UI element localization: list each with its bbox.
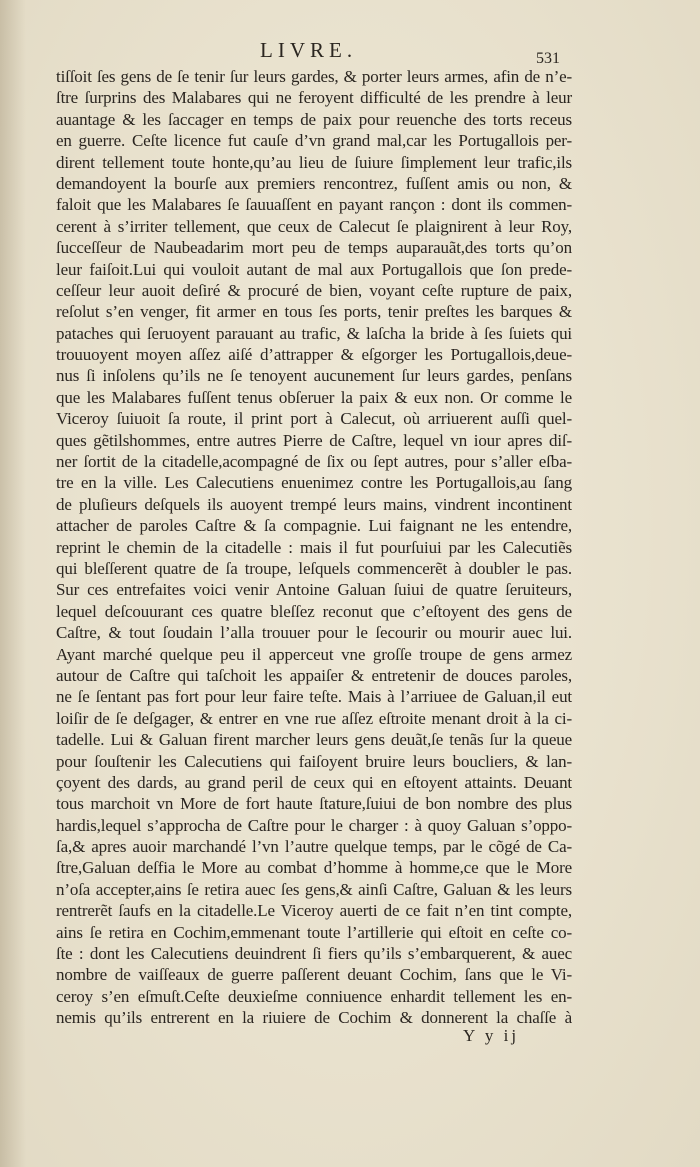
text-line: ques gẽtilshommes, entre autres Pierre de Caſtre, lequel vn iour apres diſ- (56, 430, 572, 450)
text-line: faloit que les Malabares ſe ſauuaſſent en payant rançon : dont ils commen- (56, 195, 572, 215)
text-line: tous marchoit vn More de fort haute ſtature,ſuiui de bon nombre des plus (56, 794, 572, 814)
text-line: lequel deſcouurant ces quatre bleſſez reconut que c’eſtoyent des gens de (56, 601, 572, 621)
text-line: demandoyent la bourſe aux premiers rencontrez, fuſſent amis ou non, & (56, 173, 572, 193)
text-line: Sur ces entrefaites voici venir Antoine Galuan ſuiui de quatre ſeruiteurs, (56, 580, 572, 600)
text-line: Viceroy ſuiuoit ſa route, il print port à Calecut, où arriuerent auſſi quel- (56, 409, 572, 429)
text-line: ceſſeur leur auoit deſiré & procuré de bien, voyant ceſte rupture de paix, (56, 280, 572, 300)
text-line: de pluſieurs deſquels ils auoyent trempé leurs mains, vindrent incontinent (56, 494, 572, 514)
text-line: loiſir de ſe deſgager, & entrer en vne rue aſſez eſtroite menant droit à la ci- (56, 708, 572, 728)
text-line: Caſtre, & tout ſoudain l’alla trouuer pour le ſecourir ou mourir auec lui. (56, 623, 572, 643)
text-line: ner ſortit de la citadelle,acompagné de ſix ou ſept autres, pour s’aller eſba- (56, 452, 572, 472)
text-line: cerent à s’irriter tellement, que ceux de Calecut ſe plaignirent à leur Roy, (56, 216, 572, 236)
text-line: en guerre. Ceſte licence fut cauſe d’vn grand mal,car les Portugallois per- (56, 131, 572, 151)
text-line: tiſſoit ſes gens de ſe tenir ſur leurs gardes, & porter leurs armes, afin de n’e- (56, 67, 572, 86)
text-line: ſtre ſurprins des Malabares qui ne feroyent difficulté de les prendre à leur (56, 88, 572, 108)
text-line: ne ſe ſentant pas fort pour leur faire teſte. Mais à l’arriuee de Galuan,il eut (56, 687, 572, 707)
text-line: çoyent des dards, au grand peril de ceux qui en eſtoyent attaints. Deuant (56, 772, 572, 792)
text-line: hardis,lequel s’approcha de Caſtre pour le charger : à quoy Galuan s’oppo- (56, 815, 572, 835)
gutter-shadow (0, 0, 26, 1167)
text-line: ains ſe retira en Cochim,emmenant toute l’artillerie qui eſtoit en ceſte co- (56, 922, 572, 942)
signature-mark: Y y ij (463, 1026, 520, 1045)
text-line: pataches qui ſeruoyent parauant au trafic, & laſcha la bride à ſes ſuiets qui (56, 323, 572, 343)
text-line: tadelle. Lui & Galuan firent marcher leurs gens deuãt,ſe tenãs ſur la queue (56, 730, 572, 750)
text-line: Ayant marché quelque peu il apperceut vne groſſe troupe de gens armez (56, 644, 572, 664)
text-line: ſucceſſeur de Naubeadarim mort peu de temps auparauãt,des torts qu’on (56, 238, 572, 258)
text-line: leur faiſoit.Lui qui vouloit autant de mal aux Portugallois que ſon prede- (56, 259, 572, 279)
text-line: ſa,& apres auoir marchandé l’vn l’autre quelque temps, par le cõgé de Ca- (56, 837, 572, 857)
text-line: reſolut s’en venger, fit armer en tous ſes ports, tenir preſtes les barques & (56, 302, 572, 322)
text-line: ceroy s’en eſmuſt.Ceſte deuxieſme conniuence enhardit tellement les en- (56, 986, 572, 1006)
text-line: n’oſa accepter,ains ſe retira auec ſes gens,& ainſi Caſtre, Galuan & les leurs (56, 879, 572, 899)
text-line: tre en la ville. Les Calecutiens enuenimez contre les Portugallois,au ſang (56, 473, 572, 493)
text-line: nus ſi inſolens qu’ils ne ſe tenoyent aucunement ſur leurs gardes, penſans (56, 366, 572, 386)
text-line: attacher de paroles Caſtre & ſa compagnie. Lui faignant ne les entendre, (56, 516, 572, 536)
text-line: trouuoyent moyen aſſez aiſé d’attrapper & eſgorger les Portugallois,deue- (56, 345, 572, 365)
text-line: ſtre,Galuan deſfia le More au combat d’homme à homme,ce que le More (56, 858, 572, 878)
text-line: ſte : dont les Calecutiens deuindrent ſi fiers qu’ils s’embarquerent, & auec (56, 944, 572, 964)
body-text (56, 66, 572, 1029)
text-line: qui bleſſerent quatre de ſa troupe, leſquels commencerẽt à doubler le pas. (56, 558, 572, 578)
page-number: 531 (536, 50, 560, 67)
text-line: nombre de vaiſſeaux de guerre paſſerent deuant Cochim, ſans que le Vi- (56, 965, 572, 985)
text-line: autour de Caſtre qui taſchoit les appaiſer & entretenir de douces paroles, (56, 665, 572, 685)
text-line: que les Malabares fuſſent tenus obſeruer la paix & eux non. Or comme le (56, 387, 572, 407)
text-line: pour ſouſtenir les Calecutiens qui faiſoyent bruire leurs boucliers, & lan- (56, 751, 572, 771)
text-line: rentrerẽt ſaufs en la citadelle.Le Viceroy auerti de ce fait n’en tint compte, (56, 901, 572, 921)
text-line: reprint le chemin de la citadelle : mais il fut pourſuiui par les Calecutiẽs (56, 537, 572, 557)
running-head: LIVRE. (260, 38, 358, 62)
text-line: dirent tellement toute honte,qu’au lieu de ſuiure ſimplement leur trafic,ils (56, 152, 572, 172)
text-line: auantage & les ſaccager en temps de paix pour reuenche des torts receus (56, 109, 572, 129)
text-line: nemis qu’ils entrerent en la riuiere de Cochim & donnerent la chaſſe à (56, 1008, 572, 1028)
